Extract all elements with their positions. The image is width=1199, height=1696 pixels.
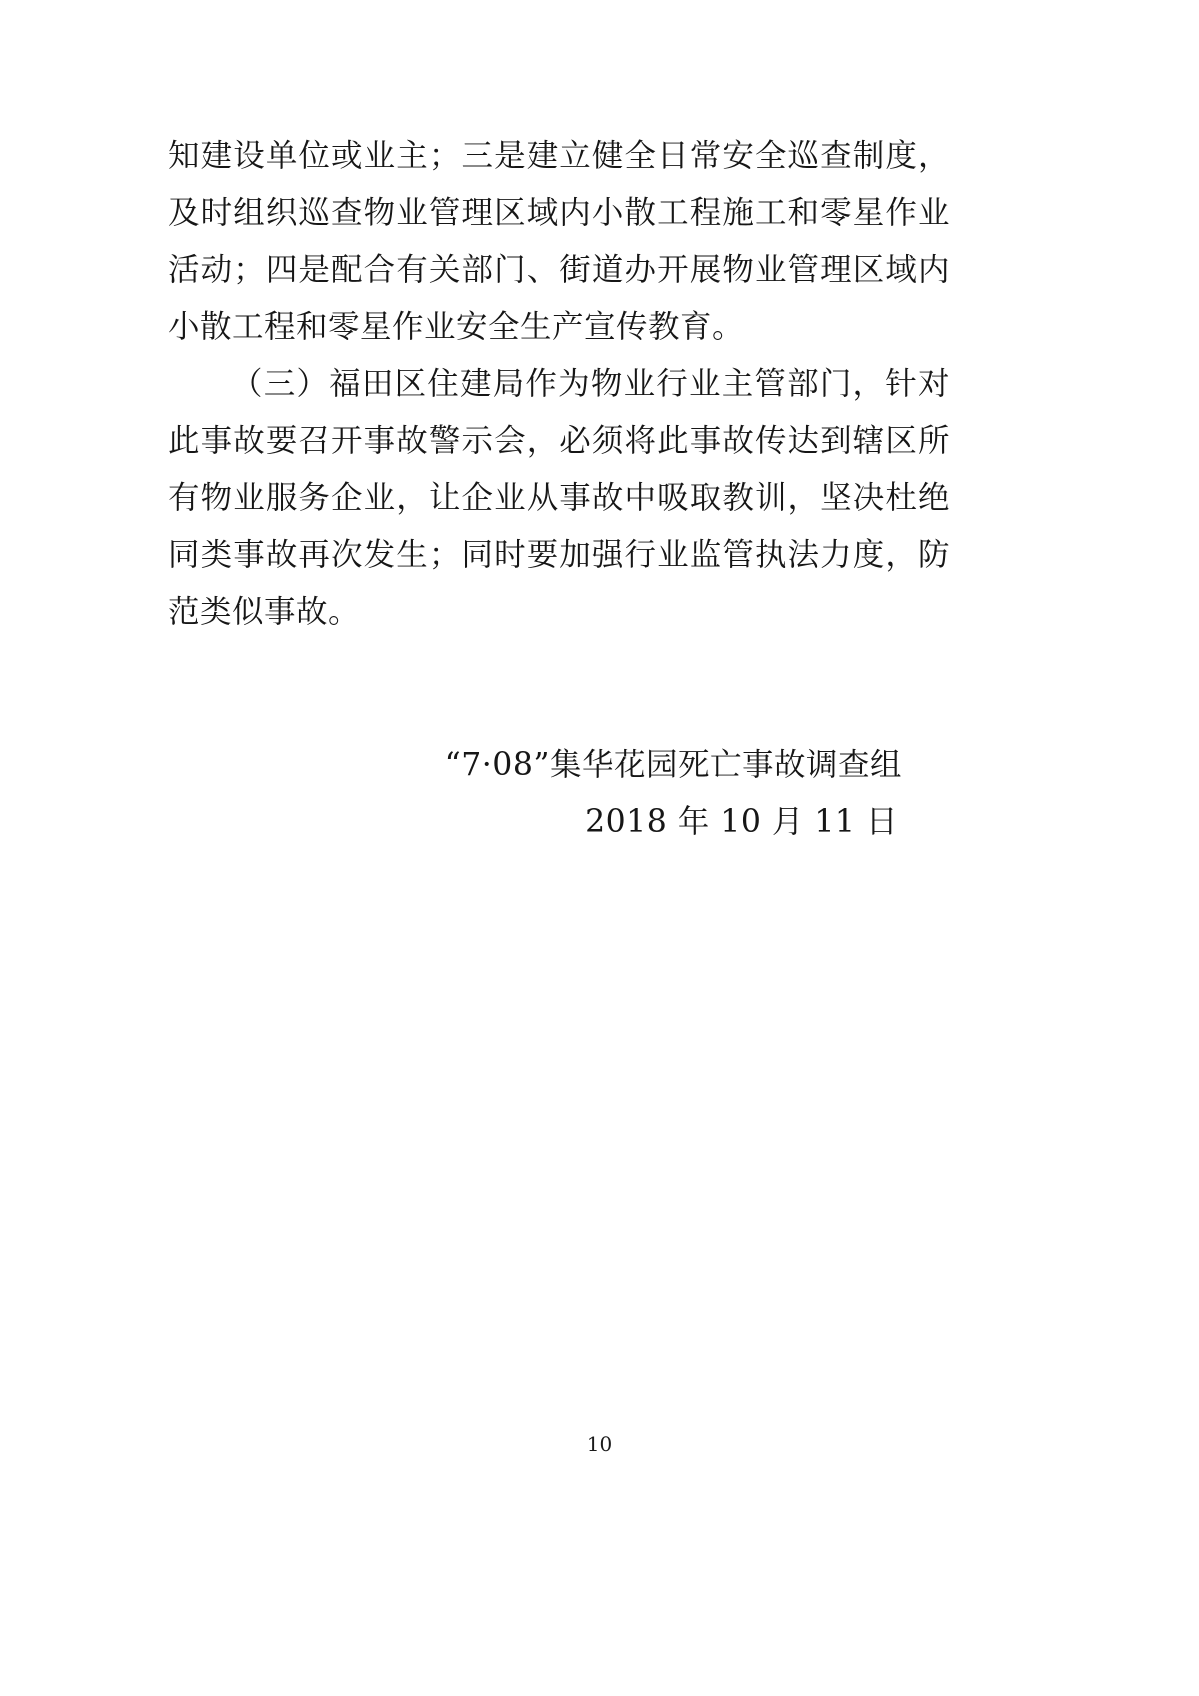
- signature-spacer: [168, 641, 950, 737]
- page-number: 10: [586, 1432, 613, 1456]
- paragraph-continuation: 知建设单位或业主；三是建立健全日常安全巡查制度，及时组织巡查物业管理区域内小散工程施工和零星作业活动；四是配合有关部门、街道办开展物业管理区域内小散工程和零星作业安全生产宣传教育。: [168, 138, 950, 345]
- document-body: [168, 128, 950, 851]
- signature-organization: “7·08”集华花园死亡事故调查组: [444, 747, 902, 783]
- signature-date: 2018 年 10 月 11 日: [585, 804, 898, 840]
- paragraph-section-three: （三）福田区住建局作为物业行业主管部门，针对此事故要召开事故警示会，必须将此事故传达到辖区所有物业服务企业，让企业从事故中吸取教训，坚决杜绝同类事故再次发生；同时要加强行业监管执法力度，防范类似事故。: [168, 366, 950, 630]
